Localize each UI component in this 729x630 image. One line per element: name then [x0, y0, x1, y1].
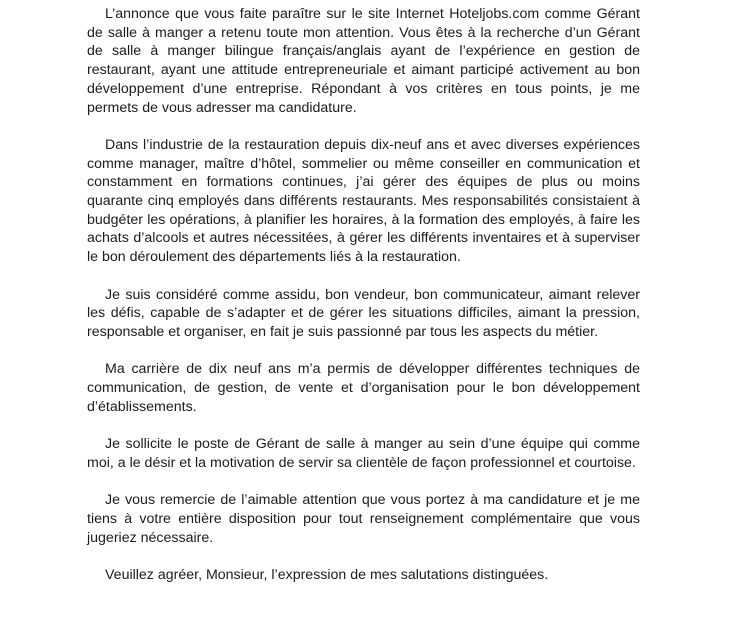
- paragraph-closing: Veuillez agréer, Monsieur, l’expression de mes salutations distinguées.: [105, 567, 549, 583]
- cover-letter-body: [87, 5, 640, 585]
- paragraph-career: Ma carrière de dix neuf ans m’a permis de développer différentes techniques de communication, de gestion, de vente et d’organisation pour le bon développement d’établissements.: [87, 361, 640, 415]
- paragraph-thanks: Je vous remercie de l’aimable attention que vous portez à ma candidature et je me tiens à votre entière disposition pour tout renseignement complémentaire que vous jugeriez nécessaire.: [87, 492, 640, 546]
- paragraph-qualities: Je suis considéré comme assidu, bon vendeur, bon communicateur, aimant relever les défis, capable de s’adapter et de gérer les situations difficiles, aimant la pression, responsable et organiser, en fait je suis passionné par tous les aspects du métier.: [87, 286, 640, 340]
- paragraph-intro: L’annonce que vous faite paraître sur le site Internet Hoteljobs.com comme Gérant de salle à manger a retenu toute mon attention. Vous êtes à la recherche d’un Gérant de salle à manger bilingue français/anglais ayant de l’expérience en gestion de restaurant, ayant une attitude entrepreneuriale et aimant participé activement au bon développement d’une entreprise. Répondant à vos critères en tous points, je me permets de vous adresser ma candidature.: [87, 6, 640, 116]
- paragraph-application: Je sollicite le poste de Gérant de salle à manger au sein d’une équipe qui comme moi, a le désir et la motivation de servir sa clientèle de façon professionnel et courtoise.: [87, 436, 640, 471]
- paragraph-experience: Dans l’industrie de la restauration depuis dix-neuf ans et avec diverses expériences comme manager, maître d’hôtel, sommelier ou même conseiller en communication et constamment en formations continues, j’ai gérer des équipes de plus ou moins quarante cinq employés dans différents restaurants. Mes responsabilités consistaient à budgéter les opérations, à planifier les horaires, à la formation des employés, à faire les achats d’alcools et autres nécessitées, à gérer les différents inventaires et à superviser le bon déroulement des départements liés à la restauration.: [87, 136, 640, 266]
